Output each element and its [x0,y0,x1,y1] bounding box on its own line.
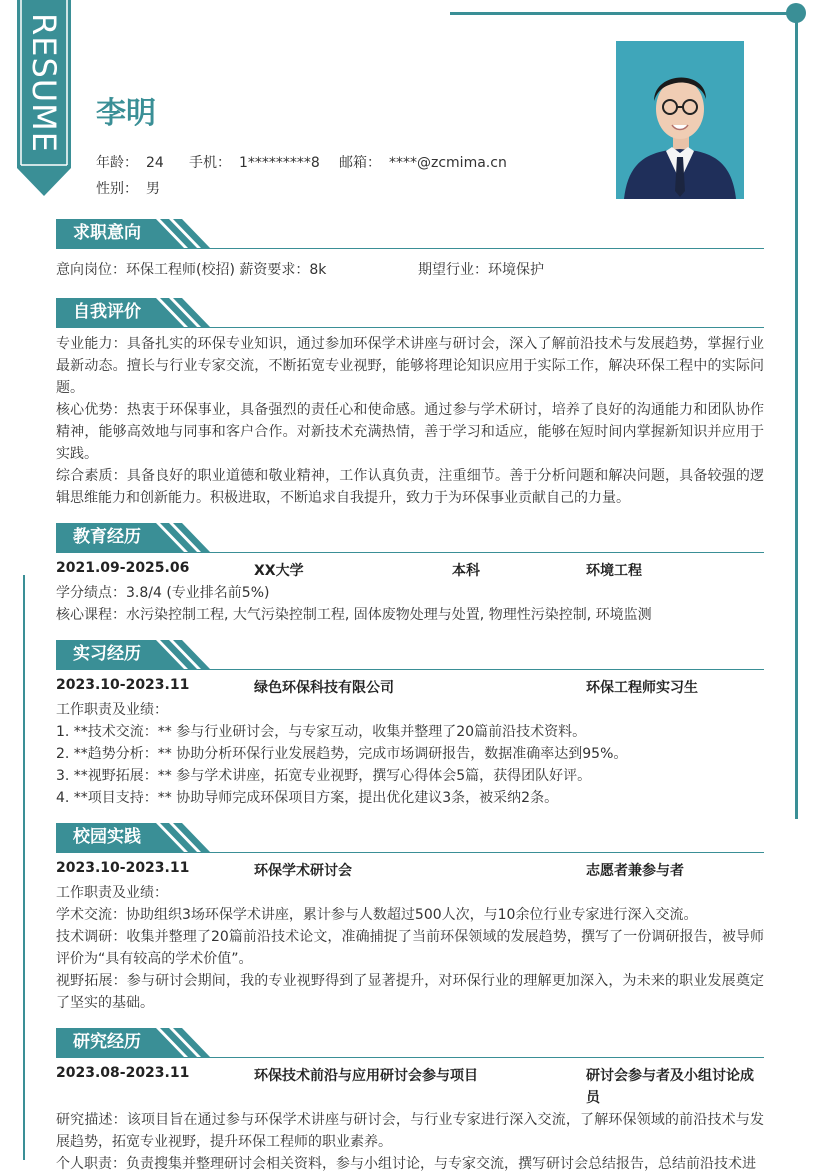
phone-label: 手机： [189,155,231,171]
section-rule [56,852,764,853]
internship-item: 4. **项目支持：** 协助导师完成环保项目方案，提出优化建议3条，被采纳2条。 [56,790,559,806]
section-header-self [56,298,764,328]
internship-item: 1. **技术交流：** 参与行业研讨会，与专家互动，收集并整理了20篇前沿技术资料。 [56,724,587,740]
email-info [339,152,507,172]
campus-item: 技术调研：收集并整理了20篇前沿技术论文，准确捕捉了当前环保领域的发展趋势，撰写了一份调研报告，被导师评价为“具有较高的学术价值”。 [56,929,764,967]
research-desc: 研究描述：该项目旨在通过参与环保学术讲座与研讨会，与行业专家进行深入交流，了解环保领域的前沿技术与发展趋势，拓宽专业视野，提升环保工程师的职业素养。 [56,1112,764,1150]
internship-item: 2. **趋势分析：** 协助分析环保行业发展趋势，完成市场调研报告，数据准确率达到95%。 [56,746,628,762]
research-role: 研讨会参与者及小组讨论成员 [586,1068,754,1106]
section-rule [56,1057,764,1058]
section-rule [56,552,764,553]
education-date: 2021.09-2025.06 [56,560,190,576]
campus-item: 学术交流：协助组织3场环保学术讲座，累计参与人数超过500人次，与10余位行业专家进行深入交流。 [56,907,698,923]
campus-item: 视野拓展：参与研讨会期间，我的专业视野得到了显著提升，对环保行业的理解更加深入，为未来的职业发展奠定了坚实的基础。 [56,973,764,1011]
internship-date: 2023.10-2023.11 [56,677,190,693]
campus-date: 2023.10-2023.11 [56,860,190,876]
phone-value: 1*********8 [239,155,320,171]
age-value: 24 [146,155,164,171]
intent-position: 意向岗位：环保工程师(校招) 薪资要求：8k [56,262,327,278]
gender-label: 性别： [96,181,138,197]
research-project: 环保技术前沿与应用研讨会参与项目 [254,1068,478,1084]
internship-item: 3. **视野拓展：** 参与学术讲座，拓宽专业视野，撰写心得体会5篇，获得团队好评。 [56,768,592,784]
section-rule [56,327,764,328]
resume-ribbon [17,0,71,196]
age-info [96,152,164,172]
profile-photo [616,41,744,199]
candidate-name: 李明 [96,96,156,131]
gender-value: 男 [146,181,160,197]
section-rule [56,669,764,670]
section-title: 校园实践 [73,827,141,847]
research-date: 2023.08-2023.11 [56,1065,190,1081]
section-header-campus [56,823,764,853]
phone-info [189,152,320,172]
self-eval-strength: 核心优势：热衷于环保事业，具备强烈的责任心和使命感。通过参与学术研讨，培养了良好的沟通能力和团队协作精神，能够高效地与同事和客户合作。对新技术充满热情，善于学习和适应，能够在短时间内掌握新知识并应用于实践。 [56,402,764,462]
education-school: XX大学 [254,563,304,579]
education-gpa: 学分绩点：3.8/4 (专业排名前5%) [56,585,270,601]
email-label: 邮箱： [339,155,381,171]
section-title: 教育经历 [73,527,141,547]
section-header-intent [56,219,764,249]
section-header-internship [56,640,764,670]
campus-role: 志愿者兼参与者 [586,863,684,879]
intent-industry: 期望行业：环境保护 [418,262,544,278]
section-title: 研究经历 [73,1032,141,1052]
age-label: 年龄： [96,155,138,171]
research-duty: 个人职责：负责搜集并整理研讨会相关资料，参与小组讨论，与专家交流，撰写研讨会总结报告，总结前沿技术进 [56,1156,756,1172]
right-accent-line [795,14,798,819]
internship-role: 环保工程师实习生 [586,680,698,696]
campus-duties-title: 工作职责及业绩： [56,885,168,901]
education-degree: 本科 [452,563,480,579]
campus-org: 环保学术研讨会 [254,863,352,879]
email-value: ****@zcmima.cn [389,155,507,171]
section-header-research [56,1028,764,1058]
section-header-education [56,523,764,553]
left-accent-line [23,575,25,1160]
internship-company: 绿色环保科技有限公司 [254,680,394,696]
education-courses: 核心课程：水污染控制工程, 大气污染控制工程, 固体废物处理与处置, 物理性污染控制, 环境监测 [56,607,652,623]
gender-info [96,178,160,198]
section-rule [56,248,764,249]
self-eval-quality: 综合素质：具备良好的职业道德和敬业精神，工作认真负责，注重细节。善于分析问题和解决问题，具备较强的逻辑思维能力和创新能力。积极进取，不断追求自我提升，致力于为环保事业贡献自己的力量。 [56,468,764,506]
section-title: 实习经历 [73,644,141,664]
section-title: 自我评价 [73,302,141,322]
top-accent-line [450,12,796,15]
self-eval-professional: 专业能力：具备扎实的环保专业知识，通过参加环保学术讲座与研讨会，深入了解前沿技术与发展趋势，掌握行业最新动态。擅长与行业专家交流，不断拓宽专业视野，能够将理论知识应用于实际工作，解决环保工程中的实际问题。 [56,336,764,396]
internship-duties-title: 工作职责及业绩： [56,702,168,718]
education-major: 环境工程 [586,563,642,579]
section-title: 求职意向 [73,223,141,243]
resume-ribbon-label: RESUME [25,12,64,153]
